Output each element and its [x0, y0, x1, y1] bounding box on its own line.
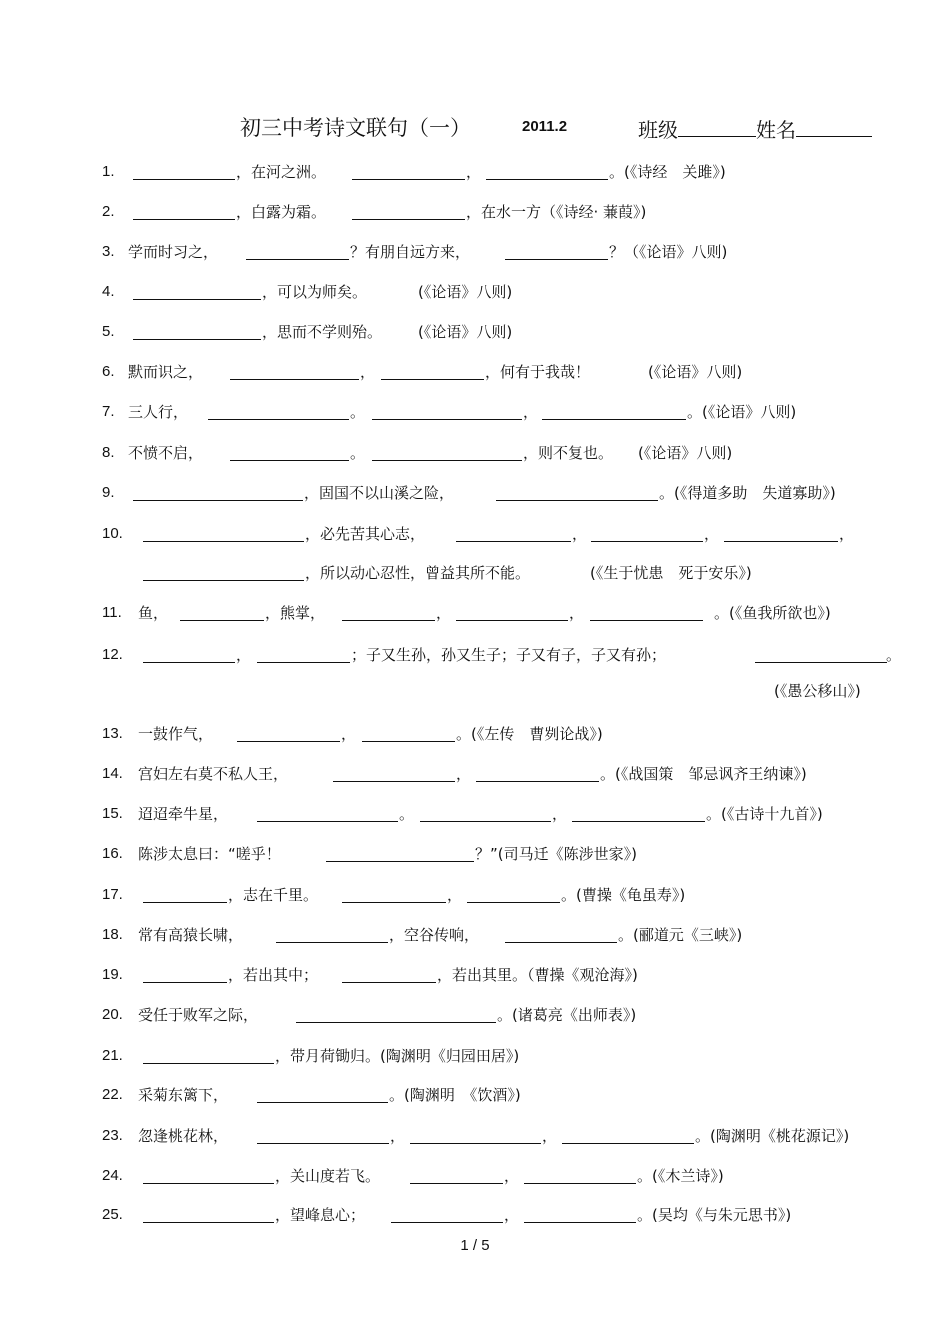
answer-blank[interactable] [246, 259, 349, 260]
question-number: 16. [102, 845, 123, 862]
question-number: 14. [102, 765, 123, 782]
answer-blank[interactable] [724, 541, 838, 542]
source-citation: (《生于忧患 死于安乐》) [590, 564, 752, 582]
question-text: ；子又生孙，孙又生子；子又有子，子又有孙； [351, 646, 667, 664]
answer-blank[interactable] [467, 902, 560, 903]
question-text: 。(《诗经 关雎》) [609, 163, 726, 181]
answer-blank[interactable] [208, 419, 349, 420]
question-text: 。 [350, 444, 366, 462]
question-text: 迢迢牵牛星， [138, 805, 229, 823]
page-number: 1 / 5 [460, 1237, 490, 1254]
question-text: ，关山度若飞。 [275, 1167, 381, 1185]
answer-blank[interactable] [572, 821, 705, 822]
source-citation: (《论语》八则) [648, 363, 743, 381]
question-text: ，所以动心忍性，曾益其所不能。 [305, 564, 531, 582]
question-text: 不愤不启， [128, 444, 204, 462]
answer-blank[interactable] [420, 821, 551, 822]
question-text: ，志在千里。 [228, 886, 319, 904]
question-text: 。(《左传 曹刿论战》) [456, 725, 603, 743]
question-text: ， [504, 1206, 520, 1224]
question-text: 常有高猿长啸， [138, 926, 244, 944]
question-text: ， [456, 765, 472, 783]
answer-blank[interactable] [456, 620, 568, 621]
question-text: ，若出其中； [228, 966, 319, 984]
question-number: 23. [102, 1127, 123, 1144]
question-text: 。(《战国策 邹忌讽齐王纳谏》) [600, 765, 807, 783]
question-text: ， [839, 525, 855, 543]
question-text: ， [436, 604, 452, 622]
question-text: 。(曹操《龟虽寿》) [561, 886, 686, 904]
question-text: ，则不复也。 [523, 444, 614, 462]
answer-blank[interactable] [456, 541, 571, 542]
answer-blank[interactable] [133, 339, 261, 340]
question-text: ，可以为师矣。 [262, 283, 368, 301]
answer-blank[interactable] [180, 620, 264, 621]
answer-blank[interactable] [133, 219, 235, 220]
question-text: 。(陶渊明 《饮酒》) [389, 1086, 521, 1104]
answer-blank[interactable] [257, 1102, 388, 1103]
name-label: 姓名 [756, 118, 796, 142]
answer-blank[interactable] [326, 861, 474, 862]
question-text: ， [523, 403, 539, 421]
question-number: 12. [102, 646, 123, 663]
question-text: 。(陶渊明《桃花源记》) [695, 1127, 850, 1145]
question-text: ？（《论语》八则) [609, 243, 728, 261]
question-text: 。(郦道元《三峡》) [618, 926, 743, 944]
source-citation: (《论语》八则) [418, 323, 513, 341]
question-text: ， [466, 163, 482, 181]
answer-blank[interactable] [143, 1222, 274, 1223]
question-number: 15. [102, 805, 123, 822]
question-text: ，空谷传响， [389, 926, 480, 944]
question-text: 。(吴均《与朱元思书》) [637, 1206, 792, 1224]
answer-blank[interactable] [133, 500, 303, 501]
question-number: 13. [102, 725, 123, 742]
answer-blank[interactable] [352, 219, 465, 220]
answer-blank[interactable] [505, 259, 608, 260]
class-label: 班级 [638, 118, 678, 142]
answer-blank[interactable] [333, 781, 455, 782]
question-text: 三人行， [128, 403, 189, 421]
question-number: 25. [102, 1206, 123, 1223]
answer-blank[interactable] [143, 580, 304, 581]
answer-blank[interactable] [143, 541, 304, 542]
source-citation: (《论语》八则) [418, 283, 513, 301]
question-number: 20. [102, 1006, 123, 1023]
question-text: ？”(司马迁《陈涉世家》) [475, 845, 637, 863]
answer-blank[interactable] [342, 902, 446, 903]
answer-blank[interactable] [372, 460, 522, 461]
question-text: ， [390, 1127, 406, 1145]
question-text: 一鼓作气， [138, 725, 214, 743]
class-name-fields [638, 114, 872, 143]
question-text: 采菊东篱下， [138, 1086, 229, 1104]
answer-blank[interactable] [524, 1183, 636, 1184]
question-text: ， [447, 886, 463, 904]
question-text: 默而识之， [128, 363, 204, 381]
question-text: ， [569, 604, 585, 622]
question-text: 。(《鱼我所欲也》) [714, 604, 831, 622]
answer-blank[interactable] [143, 902, 227, 903]
answer-blank[interactable] [410, 1183, 503, 1184]
question-text: ， [572, 525, 588, 543]
answer-blank[interactable] [276, 942, 388, 943]
question-text: ，必先苦其心志， [305, 525, 426, 543]
answer-blank[interactable] [496, 500, 658, 501]
answer-blank[interactable] [542, 419, 686, 420]
answer-blank[interactable] [342, 982, 436, 983]
answer-blank[interactable] [143, 1063, 274, 1064]
answer-blank[interactable] [237, 741, 340, 742]
question-text: 宫妇左右莫不私人王， [138, 765, 289, 783]
question-text: ， [552, 805, 568, 823]
answer-blank[interactable] [590, 620, 703, 621]
question-text: ，白露为霜。 [236, 203, 327, 221]
answer-blank[interactable] [143, 662, 235, 663]
question-number: 8. [102, 444, 115, 461]
question-text: ，若出其里。（曹操《观沧海》) [437, 966, 638, 984]
answer-blank[interactable] [230, 379, 359, 380]
header [0, 112, 950, 146]
answer-blank[interactable] [505, 942, 617, 943]
question-text: 忽逢桃花林， [138, 1127, 229, 1145]
page-title: 初三中考诗文联句（一） [240, 116, 471, 140]
source-citation: (《论语》八则) [638, 444, 733, 462]
question-text: 学而时习之， [128, 243, 219, 261]
question-text: 。(《论语》八则) [687, 403, 797, 421]
answer-blank[interactable] [257, 1143, 389, 1144]
question-text: ， [236, 646, 252, 664]
answer-blank[interactable] [143, 1183, 274, 1184]
question-text: ， [542, 1127, 558, 1145]
answer-blank[interactable] [133, 179, 235, 180]
question-number: 1. [102, 163, 115, 180]
name-input-line[interactable] [796, 116, 872, 137]
question-text: 。 [350, 403, 366, 421]
question-text: ，带月荷锄归。(陶渊明《归园田居》) [275, 1047, 520, 1065]
question-text: ， [341, 725, 357, 743]
question-text: 陈涉太息曰：“嗟乎！ [138, 845, 281, 863]
answer-blank[interactable] [381, 379, 484, 380]
answer-blank[interactable] [362, 741, 455, 742]
answer-blank[interactable] [296, 1022, 496, 1023]
answer-blank[interactable] [143, 982, 227, 983]
question-text: 。(《木兰诗》) [637, 1167, 724, 1185]
question-number: 4. [102, 283, 115, 300]
question-number: 19. [102, 966, 123, 983]
question-number: 9. [102, 484, 115, 501]
question-text: 。(《得道多助 失道寡助》) [659, 484, 836, 502]
question-text: 鱼， [138, 604, 169, 622]
question-number: 10. [102, 525, 123, 542]
answer-blank[interactable] [486, 179, 608, 180]
question-number: 17. [102, 886, 123, 903]
question-text: ， [360, 363, 376, 381]
question-text: ，固国不以山溪之险， [304, 484, 455, 502]
answer-blank[interactable] [342, 620, 435, 621]
question-text: ，在水一方（《诗经· 蒹葭》) [466, 203, 647, 221]
answer-blank[interactable] [257, 821, 398, 822]
source-citation: (《愚公移山》) [774, 682, 861, 700]
question-number: 21. [102, 1047, 123, 1064]
question-text: 。(诸葛亮《出师表》) [497, 1006, 637, 1024]
answer-blank[interactable] [372, 419, 522, 420]
question-number: 2. [102, 203, 115, 220]
answer-blank[interactable] [524, 1222, 636, 1223]
question-text: ？有朋自远方来， [350, 243, 471, 261]
answer-blank[interactable] [352, 179, 465, 180]
question-number: 7. [102, 403, 115, 420]
question-text: 受任于败军之际， [138, 1006, 259, 1024]
question-text: ，何有于我哉！ [485, 363, 591, 381]
answer-blank[interactable] [755, 662, 887, 663]
question-text: ，熊掌， [265, 604, 326, 622]
question-number: 11. [102, 604, 122, 621]
answer-blank[interactable] [230, 460, 349, 461]
class-input-line[interactable] [678, 116, 756, 137]
question-number: 18. [102, 926, 123, 943]
question-text: ， [504, 1167, 520, 1185]
question-number: 5. [102, 323, 115, 340]
answer-blank[interactable] [133, 299, 261, 300]
question-number: 6. [102, 363, 115, 380]
answer-blank[interactable] [410, 1143, 541, 1144]
question-text: ，在河之洲。 [236, 163, 327, 181]
answer-blank[interactable] [591, 541, 703, 542]
question-text: 。(《古诗十九首》) [706, 805, 823, 823]
question-text: ，思而不学则殆。 [262, 323, 383, 341]
answer-blank[interactable] [257, 662, 350, 663]
question-number: 24. [102, 1167, 123, 1184]
answer-blank[interactable] [476, 781, 599, 782]
date: 2011.2 [522, 118, 568, 135]
question-text: 。 [886, 646, 902, 664]
answer-blank[interactable] [562, 1143, 694, 1144]
answer-blank[interactable] [391, 1222, 503, 1223]
question-number: 22. [102, 1086, 123, 1103]
question-text: 。 [399, 805, 415, 823]
question-text: ，望峰息心； [275, 1206, 366, 1224]
question-number: 3. [102, 243, 115, 260]
question-text: ， [704, 525, 720, 543]
